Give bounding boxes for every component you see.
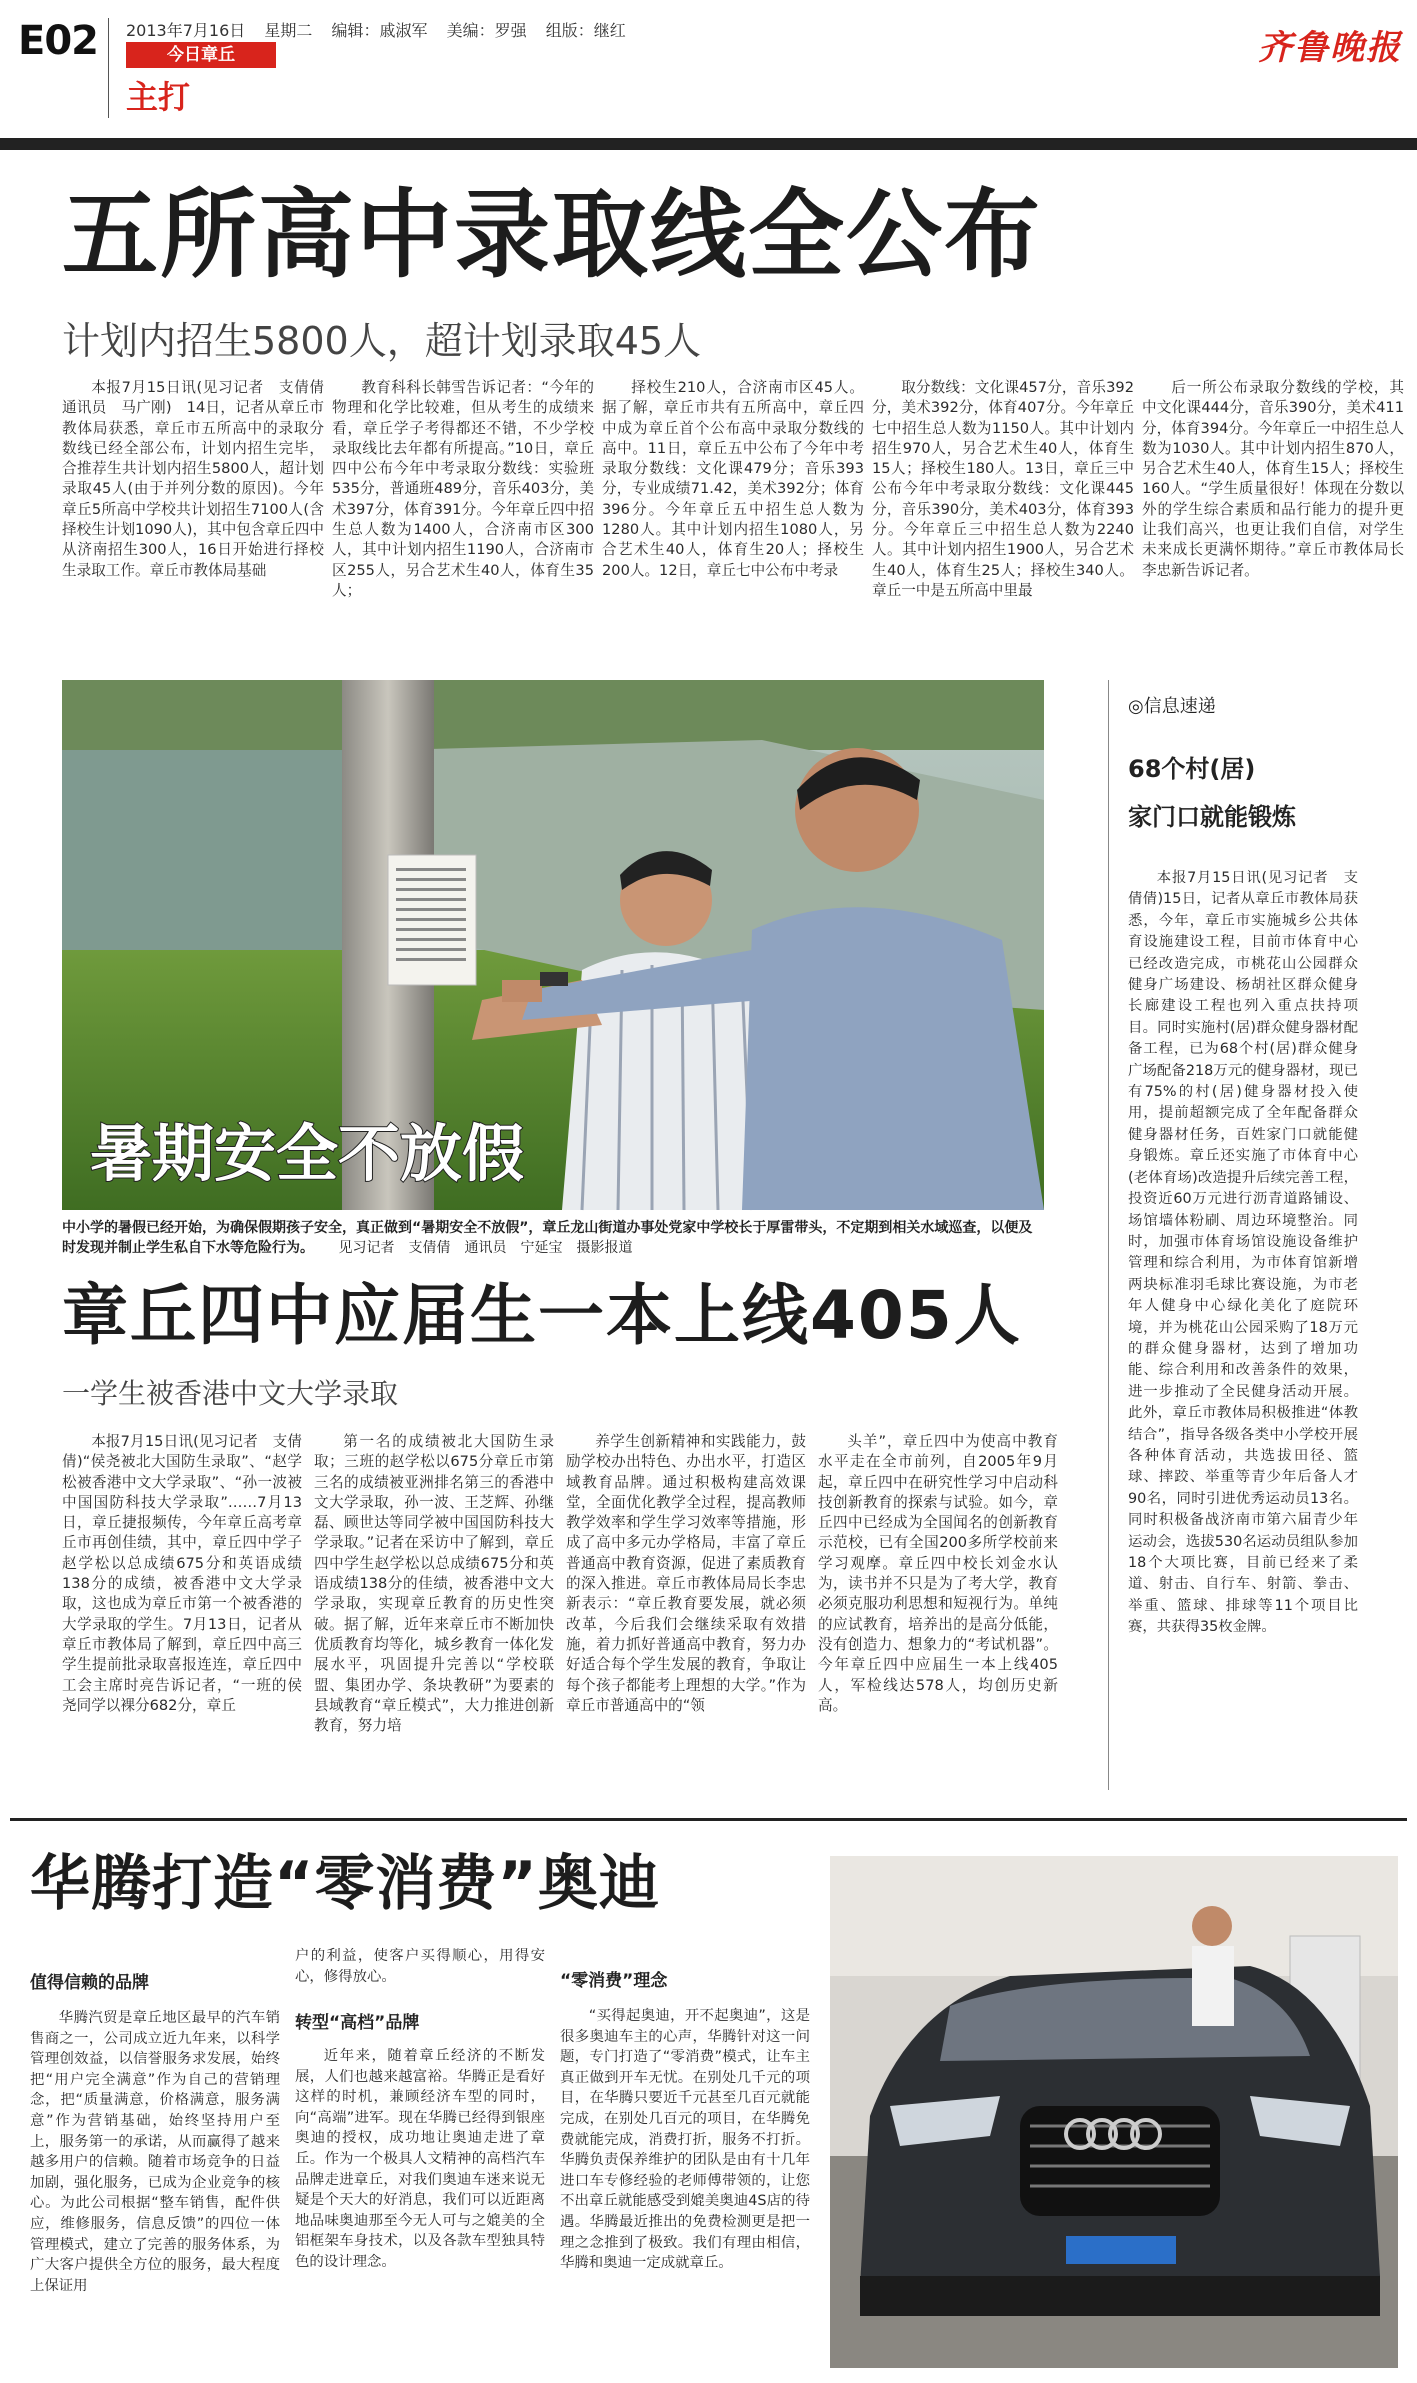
side-headline-1: 68个村(居)	[1128, 755, 1256, 783]
ad-section2-body	[295, 2046, 545, 2368]
ad-section3-body	[560, 2006, 810, 2368]
ad-section3-text: “买得起奥迪，开不起奥迪”，这是很多奥迪车主的心声，华腾针对这一问题，专门打造了“零消费”模式，让车主真正做到开车无忧。在别处几千元的项目，在华腾只要近千元甚至几百元就能完成，在别处几百元的项目，在华腾免费就能完成，消费打折，服务不打折。华腾负责保养维护的团队是由有十几年进口车专修经验的老师傅带领的，让您不出章丘就能感受到媲美奥迪4S店的待遇。华腾最近推出的免费检测更是把一理之念推到了极致。我们有理由相信，华腾和奥迪一定成就章丘。	[560, 2008, 810, 2272]
page-number: E02	[18, 18, 98, 64]
article1-column-3	[602, 378, 864, 640]
photo-overlay-title: 暑期安全不放假	[90, 1117, 525, 1190]
ad-section3-title: “零消费”理念	[560, 1971, 668, 1991]
ad-headline: 华腾打造“零消费”奥迪	[30, 1849, 660, 1919]
side-body-text: 本报7月15日讯(见习记者 支倩倩)15日，记者从章丘市教体局获悉，今年，章丘市实施城乡公共体育设施建设工程，目前市体育中心已经改造完成，市桃花山公园群众健身广场建设、杨胡社区群众健身长廊建设工程也列入重点扶持项目。同时实施村(居)群众健身器材配备工程，已为68个村(居)群众健身广场配备218万元的健身器材，现已有75%的村(居)健身器材投入使用，提前超额完成了全年配备群众健身器材任务，百姓家门口就能健身锻炼。章丘还实施了市体育中心(老体育场)改造提升后续完善工程，投资近60万元进行沥青道路铺设、场馆墙体粉刷、周边环境整治。同时，加强市体育场馆设施设备维护管理和综合利用，为市体育馆新增两块标准羽毛球比赛设施，为市老年人健身中心绿化美化了庭院环境，并为桃花山公园采购了18万元的群众健身器材，达到了增加功能、综合利用和改善条件的效果，进一步推动了全民健身活动开展。此外，章丘市教体局积极推进“体教结合”，指导各级各类中小学校开展各种体育活动，共选拔田径、篮球、摔跤、举重等青少年后备人才90名，同时引进优秀运动员13名。同时积极备战济南市第六届青少年运动会，选拔530名运动员组队参加18个大项比赛，目前已经来了柔道、射击、自行车、射箭、拳击、举重、篮球、排球等11个项目比赛，共获得35枚金牌。	[1128, 870, 1358, 1636]
article1-column-5	[1142, 378, 1404, 640]
safety-photo-image	[62, 680, 1044, 1210]
article1-column-4	[872, 378, 1134, 640]
photo-credit: 见习记者 支倩倩 通讯员 宁延宝 摄影报道	[338, 1240, 633, 1256]
ad-section1-title: 值得信赖的品牌	[30, 1973, 149, 1993]
article1-text-1: 本报7月15日讯(见习记者 支倩倩 通讯员 马广刚) 14日，记者从章丘市教体局获悉，章丘市五所高中的录取分数线已经全部公布，计划内招生完毕，合推荐生共计划内招生5800人，超计划录取45人(由于并列分数的原因)。今年章丘5所高中学校共计划招生7100人(含择校生计划1090人)，其中包含章丘四中从济南招生300人，16日开始进行择校生录取工作。章丘市教体局基础	[62, 379, 339, 579]
side-divider	[1108, 680, 1109, 1790]
ad-section1-body	[30, 2008, 280, 2368]
article2-text-2: 第一名的成绩被北大国防生录取；三班的赵学松以675分章丘市第三名的成绩被亚洲排名第三的香港中文大学录取，孙一波、王芝辉、孙继磊、顾世达等同学被中国国防科技大学录取。”记者在采访中了解到，章丘四中学生赵学松以总成绩675分和英语成绩138分的佳绩，被香港中文大学录取，实现章丘教育的历史性突破。据了解，近年来章丘市不断加快优质教育均等化，城乡教育一体化发展水平，巩固提升完善以“学校联盟、集团办学、条块教研”为要素的县域教育“章丘模式”，大力推进创新教育，努力培	[314, 1433, 554, 1735]
header-meta	[126, 18, 640, 41]
ad-section2-pre	[295, 1946, 545, 1990]
article1-text-3: 择校生210人，合济南市区45人。据了解，章丘市共有五所高中，章丘四中成为章丘首个公布高中录取分数线的高中。11日，章丘五中公布了今年中考录取分数线：文化课479分；音乐393分，专业成绩71.42，美术392分；体育396分。今年章丘五中招生总人数为1280人。其中计划内招生1080人，另合艺术生40人，体育生20人；择校生200人。12日，章丘七中公布中考录	[602, 379, 864, 579]
article2-subheadline: 一学生被香港中文大学录取	[62, 1377, 399, 1410]
article2-headline: 章丘四中应届生一本上线405人	[62, 1277, 1022, 1354]
ad-section2-title: 转型“高档”品牌	[295, 2013, 420, 2033]
article1-text-5: 后一所公布录取分数线的学校，其中文化课444分，音乐390分，美术411分，体育394分。今年章丘一中招生总人数为1030人。其中计划内招生870人，另合艺术生40人，体育生15人；择校生160人。“学生质量很好！体现在分数以外的学生综合素质和品行能力的提升更让我们高兴，也更让我们自信，对学生未来成长更满怀期待。”章丘市教体局长李忠新告诉记者。	[1142, 379, 1404, 579]
article2-text-4: 头羊”，章丘四中为使高中教育水平走在全市前列，自2005年9月起，章丘四中在研究性学习中启动科技创新教育的探索与试验。如今，章丘四中已经成为全国闻名的创新教育示范校，已有全国200多所学校前来学习观摩。章丘四中校长刘金水认为，读书并不只是为了考大学，教育必须克服功利思想和短视行为。单纯的应试教育，培养出的是高分低能，没有创造力、想象力的“考试机器”。今年章丘四中应届生一本上线405人，军检线达578人，均创历史新高。	[818, 1433, 1058, 1714]
article2-text-1: 本报7月15日讯(见习记者 支倩倩)“侯尧被北大国防生录取”、“赵学松被香港中文大学录取”、“孙一波被中国国防科技大学录取”……7月13日，章丘捷报频传，今年章丘高考章丘市再创佳绩，其中，章丘四中学子赵学松以总成绩675分和英语成绩138分的成绩，被香港中文大学录取，这也成为章丘市第一个被香港的大学录取的学生。7月13日，记者从章丘市教体局了解到，章丘四中高三学生提前批录取喜报连连，章丘四中工会主席时亮告诉记者，“一班的侯尧同学以裸分682分，章丘	[62, 1433, 302, 1714]
article1-headline: 五所高中录取线全公布	[62, 179, 1042, 291]
ad-section2-pre-text: 户的利益，使客户买得顺心，用得安心，修得放心。	[295, 1948, 545, 1985]
article1-column-2	[332, 378, 594, 640]
issue-date: 2013年7月16日	[126, 21, 246, 40]
article2-column-2	[314, 1432, 554, 1790]
article1-column-1	[62, 378, 339, 640]
newspaper-logo: 齐鲁晚报	[1258, 28, 1402, 68]
column-label: 主打	[126, 78, 191, 116]
article2-column-1	[62, 1432, 302, 1790]
article1-text-2: 教育科科长韩雪告诉记者：“今年的物理和化学比较难，但从考生的成绩来看，章丘学子考得都还不错，不少学校录取线比去年都有所提高。”10日，章丘四中公布今年中考录取分数线：实验班535分，普通班489分，音乐403分，美术397分，体育391分。今年章丘四中招生总人数为1400人，合济南市区300人，其中计划内招生1190人，合济南市区255人，另合艺术生40人，体育生35人；	[332, 379, 594, 599]
audi-photo-image	[830, 1856, 1398, 2368]
audi-photo	[830, 1856, 1398, 2368]
editor-credit: 编辑：戚淑军	[331, 21, 428, 40]
header-rule	[0, 138, 1417, 150]
side-body	[1128, 868, 1358, 1768]
side-headline-2: 家门口就能锻炼	[1128, 803, 1296, 831]
article2-text-3: 养学生创新精神和实践能力，鼓励学校办出特色、办出水平，打造区域教育品牌。通过积极构建高效课堂，全面优化教学全过程，提高教师教学效率和学生学习效率等措施，形成了高中多元办学格局，丰富了章丘普通高中教育资源，促进了素质教育的深入推进。章丘市教体局局长李忠新表示：“章丘教育要发展，就必须改革，今后我们会继续采取有效措施，着力抓好普通高中教育，努力办好适合每个学生发展的教育，争取让每个孩子都能考上理想的大学。”作为章丘市普通高中的“领	[566, 1433, 806, 1714]
section-label: 今日章丘	[126, 42, 276, 68]
safety-photo	[62, 680, 1044, 1210]
photo-caption-text: 中小学的暑假已经开始，为确保假期孩子安全，真正做到“暑期安全不放假”，章丘龙山街道办事处党家中学校长于厚雷带头，不定期到相关水域巡查，以便及时发现并制止学生私自下水等危险行为。	[62, 1220, 1033, 1256]
proof-credit: 组版：继红	[545, 21, 626, 40]
designer-credit: 美编：罗强	[446, 21, 527, 40]
article1-subheadline: 计划内招生5800人，超计划录取45人	[62, 319, 702, 363]
issue-weekday: 星期二	[264, 21, 313, 40]
header-divider	[108, 18, 109, 118]
article2-column-4	[818, 1432, 1058, 1790]
side-tag: ◎信息速递	[1128, 696, 1216, 717]
ad-section1-text: 华腾汽贸是章丘地区最早的汽车销售商之一，公司成立近九年来，以科学管理创效益，以信誉服务求发展，始终把“用户完全满意”作为自己的营销理念，把“质量满意，价格满意，服务满意”作为营销基础，始终坚持用户至上，服务第一的承诺，从而赢得了越来越多用户的信赖。随着市场竞争的日益加剧，强化服务，已成为企业竞争的核心。为此公司根据“整车销售，配件供应，维修服务，信息反馈”的四位一体管理模式，建立了完善的服务体系，为广大客户提供全方位的服务，最大程度上保证用	[30, 2010, 280, 2294]
article2-column-3	[566, 1432, 806, 1790]
photo-caption	[62, 1218, 1044, 1258]
article1-text-4: 取分数线：文化课457分，音乐392分，美术392分，体育407分。今年章丘七中招生总人数为1150人。其中计划内招生970人，另合艺术生40人，体育生15人；择校生180人。13日，章丘三中公布今年中考录取分数线：文化课445分，音乐390分，美术403分，体育393分。今年章丘三中招生总人数为2240人。其中计划内招生1900人，另合艺术生40人，体育生25人；择校生340人。章丘一中是五所高中里最	[872, 379, 1134, 599]
ad-section2-text: 近年来，随着章丘经济的不断发展，人们也越来越富裕。华腾正是看好这样的时机，兼顾经济车型的同时，向“高端”进军。现在华腾已经得到银座奥迪的授权，成功地让奥迪走进了章丘。作为一个极具人文精神的高档汽车品牌走进章丘，对我们奥迪车迷来说无疑是个天大的好消息，我们可以近距离地品味奥迪那至今无人可与之媲美的全铝框架车身技术，以及各款车型独具特色的设计理念。	[295, 2048, 545, 2270]
